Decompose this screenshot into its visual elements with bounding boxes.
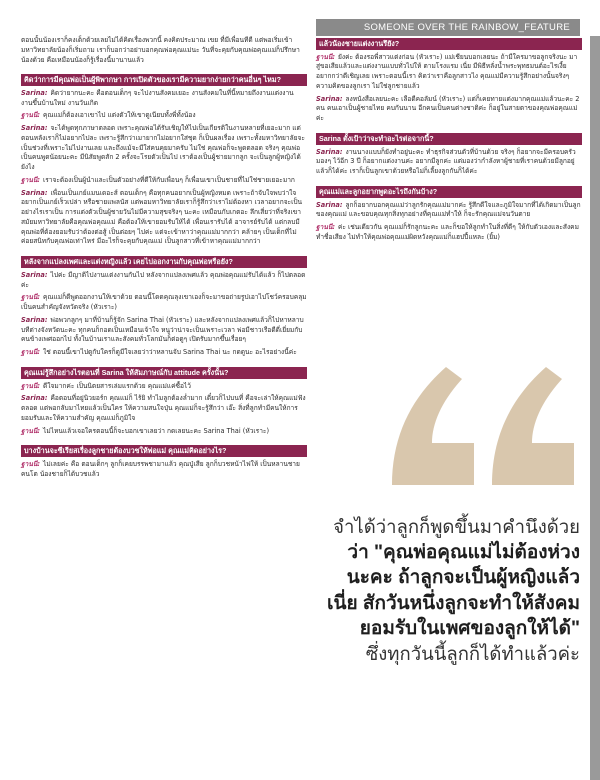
answer-text: ไม่ไหนแล้วเจอใครตอนนี้ก็จะบอกเขาเลยว่า กดเลยนะคะ Sarina Thai (หัวเราะ) [43,426,270,435]
speaker-label: Sarina: [21,315,48,324]
answer-paragraph [21,189,307,248]
answer-text: งานนางแบบก็ยังทำอยู่นะคะ ทำธุรกิจส่วนตัวที่บ้านด้วย จริงๆ ก็อยากจะมีครอบครัว มองๆ ไว้อีก 3 ปี ก็อยากแต่งงานค่ะ อยากมีลูกค่ะ แต่มองว่ากำลังหาผู้ชายที่เราคนด้วยมีลูกอยู่แล้วก็ได้ค่ะ เราก็เป็นลูกเขาด้วยหรือไม่ก็เลี้ยงลูกกันก็ได้ค่ะ [316,147,576,176]
answer-paragraph [21,124,307,173]
answer-text: คือตอนที่อยู่นิวยอร์ก คุณแม่ก็ ไร้ยิ ทำไมลูกต้องล่ำมาก เดี๋ยวก็ไปบนที่ คือจะเล่าให้คุณแม่ฟังตลอด แต่พอกลับมาไทยแล้วเป็นใคร ให้ความสนใจปุ่น คุณแม่ก็จะรู้สึกว่า เอ๊ะ สิ่งที่ลูกทำมีคนให้การยอมรับและให้ความสำคัญ คุณแม่ก็ภูมิใจ [21,394,306,422]
answer-paragraph [21,394,307,423]
answer-paragraph [21,271,307,291]
answer-text: พ่อพวกลูกๆ มาที่บ้านก็รู้จัก Sarina Thai (หัวเราะ) และหลังจากแปลงเพศแล้วก็ไปหาหลาบบทีต่างจังหวัดนะคะ ทุกคนก็กอดเป็นเหมือนเจ้าใจ หนูว่าน่าจะเป็นเพราะเวลา พ่อมีชาวเรือดีดี่เยี่ยมกับคนข้างเพศออกไป ทั้งในบ้านเราและสังคมทั่วโลกมันก็ต่อดูๆ เปิดรับมากขึ้นเรื่อยๆ [21,315,304,344]
answer-paragraph [316,148,582,177]
answer-paragraph [21,348,307,358]
speaker-label: Sarina: [316,94,343,103]
answer-paragraph [21,89,307,109]
speaker-label: Sarina: [316,147,343,156]
right-column [316,38,582,246]
speaker-label: ฐานนี: [21,381,40,390]
answer-text: คุณแม่ก็ต้องเอาเขาไป แต่งตัวให้เขาดูเนียบทั้งพี่ทั้งน้อง [43,111,196,120]
pull-quote-line: ยอมรับในเพศของลูกให้ได้" [359,618,580,640]
question-heading: หลังจากแปลงเพศและแต่งหญิงแล้ว เคยไปออกงานกับคุณพ่อหรือยัง? [21,256,307,268]
section-header-title: SOMEONE OVER THE RAINBOW_FEATURE [363,22,570,33]
speaker-label: ฐานนี: [21,175,40,184]
question-heading: คุณแม่และลูกอยากพูดอะไรถึงกันบ้าง? [316,186,582,198]
answer-paragraph [21,293,307,313]
answer-paragraph [316,201,582,221]
pull-quote-line: นะคะ ถ้าลูกจะเป็นผู้หญิงแล้ว [346,567,580,589]
section-header-bar [316,19,580,36]
speaker-label: ฐานนี: [21,293,40,302]
speaker-label: ฐานนี: [21,111,40,120]
answer-text: ใช่ ตอนนี้เขาไปดูกับใครก็ดูมีใจเลยว่าว่าหลานจับ Sarina Thai นะ กดดูนะ อะไรอย่างนี้ค่ะ [43,348,297,357]
left-column [21,36,307,483]
speaker-label: Sarina: [21,124,48,133]
pull-quote-line: ว่า "คุณพ่อคุณแม่ไม่ต้องห่วง [347,541,580,563]
answer-text: คิดว่ายากนะคะ คือตอนเด็กๆ จะไปงานสังคมเยอะ งานสังคมในที่นี้หมายถึงงานแต่งงาน งานขึ้นบ้านใหม่ งานวันเกิด [21,88,294,107]
speaker-label: Sarina: [21,88,48,97]
question-heading: คิดว่าการมีคุณพ่อเป็นผู้พิพากษา การเปิดตัวของเรามีความยากง่ายกว่าคนอื่นๆ ไหม? [21,74,307,86]
speaker-label: ฐานนี: [316,223,335,232]
question-heading: Sarina ตั้งเป้าว่าจะทำอะไรต่อจากนี้? [316,133,582,145]
question-heading: แล้วน้องชายแต่งงานรึยัง? [316,38,582,50]
answer-paragraph [21,382,307,392]
speaker-label: ฐานนี: [316,52,335,61]
speaker-label: Sarina: [21,394,48,403]
answer-text: ไปค่ะ มีญาติไปงานแต่งงานกันไป หลังจากแปลงเพศแล้ว คุณพ่อคุณแม่รับได้แล้ว ก็ไปตลอดค่ะ [21,270,306,289]
answer-text: เพื่อนเป็นเกย์แมนเดอะส์ ตอนเด็กๆ คือทุกคนอยากเป็นผู้หญิงหมด เพราะถ้าจับใจพบว่าใจอยากเป็นเกย์เร็วเปล่า หรือชายแพลนัส แต่พอมหาวิทยาลัยเราก็รู้สึกว่าเราไม่ต้องหา เวลาอยากจะเป็นอย่างไรเราเป็น การแต่งตัวเป็นผู้ชายวันไม่มีความสุขจริงๆ นะคะ เหมือนกับเกตอะ ลึกเสี่ยว่าที่จริงเขาสมัยมหาวิทยาลัยคือคุณพ่อคุณแม่ คือต้องให้เขายอมรับให้ได้ เพื่อนเรารับได้ อาจารย์รับได้ แต่กลบมีคุณพ่อที่ต้องยอมรับว่าต้องต่อสู้ เป็นต่อยๆ ไปค่ะ แต่จะเข้าหาว่าคุณแม่มากกว่า คล้ายๆ เป็นเด็กที่ไม่ค่อยสนิทกับคุณพ่อเท่าไหร่ มีอะไรก็จะคุยกับคุณแม่ เป็นลูกสาวที่เข้าหาคุณแม่มากกว่า [21,188,303,246]
answer-paragraph [316,53,582,92]
pull-quote-line: ซึ่งทุกวันนี้ลูกก็ได้ทำแล้วค่ะ [365,642,580,664]
speaker-label: Sarina: [316,200,343,209]
answer-paragraph [21,176,307,186]
question-heading: คุณแม่รู้สึกอย่างไรตอนที่ Sarina ให้สัมภาษณ์กับ attitude ครั้งนั้น? [21,367,307,379]
speaker-label: Sarina: [21,188,48,197]
answer-text: ลูกก็อยากบอกคุณแม่ว่าลูกรักคุณแม่มากค่ะ รู้สึกดีใจและภูมิใจมากที่ได้เกิดมาเป็นลูกของคุณแม่ และขอบคุณทุกสิ่งทุกอย่างที่คุณแม่ทำให้ ก็จะรักคุณแม่จนวันตาย [316,200,581,219]
pull-quote [300,515,580,666]
answer-paragraph [316,95,582,124]
speaker-label: ฐานนี: [21,426,40,435]
speaker-label: ฐานนี: [21,460,40,469]
answer-paragraph [21,427,307,437]
page-edge-bar [590,36,600,780]
answer-paragraph [21,460,307,480]
answer-text: ค่ะ เช่นเดียวกัน คุณแม่ก็รักลูกนะคะ และก็ขอให้ลูกทำในสิ่งที่ดีๆ ให้กับตัวเองและสังคม ทำชื่อเสียง ไม่ทำให้คุณพ่อคุณแม่ผิดหวังคุณแม่ก็แฮปปี้แหละ (ยิ้ม) [316,223,579,241]
answer-text: จะได้พูดทุกภาษาตลอด เพราะคุณพ่อได้รับเชิญให้ไปเป็นเกียรติในงานหลายที่เยอะมาก แต่ตอนหลังเราก็ไม่อยากไปละ เพราะรู้สึกว่าเมายากไม่อยากใส่ชุด ก็เป็นผลเรื่อง เพราะทั้งมหาวิทยาลัยจะเป็นช่วงที่เพราะไม่ไปงานเลย และถึงแม้จะมีใส่คนคุยมาครับ ไม่ใช่ คุณพ่อก็จะพูดตลอด จริงๆ คุณพ่อเป็นคนพูดน้อยนะคะ มีนิสัยพูดสัก 2 ครั้งจะโรยตัวเป็นไป เราต้องเป็นผู้ชายมากลูก จะเป็นลูกผู้หญิงได้ยังไง [21,124,305,172]
answer-text: คุณแม่ก็ดีพูดออกงานให้เขาด้วย ตอนนี้โดดคุณลุงเขาเองก็จะมาขอถ่ายรูปเอาไปโชว์ครอบคลุม เป็นคนสำคัญจังหวัดจริง (หัวเราะ) [21,293,307,312]
answer-text: เราจะต้องเป็นผู้นำและเป็นตัวอย่างที่ดีให้กับเพื่อนๆ ก็เพื่อนเขาเป็นชายที่ไม่ใช่ชายเยอะมาก [43,175,295,184]
pull-quote-line: เนี่ย สักวันหนึ่งลูกจะทำให้สังคม [326,592,580,614]
question-heading: บางบ้านจะซีเรียสเรื่องลูกชายต้องบวชให้พ่อแม่ คุณแม่คิดอย่างไร? [21,445,307,457]
intro-paragraph: ตอนนั้นน้องเราก็คงเด็กด้วยเลยไม่ได้คิดเรื่องพวกนี้ คงคิดประมาณ เขย ที่มีเพื่อนทีดี แต่พอเริ่มเข้ามหาวิทยาลัยน้องก็เริ่มถาม เราก็บอกว่าอย่าบอกคุณพ่อคุณแม่นะ วันที่จะคุยกับคุณพ่อคุณแม่ก็ปรึกษาน้องด้วย คือเหมือนน้องก็รู้เรื่องนี้มานานแล้ว [21,36,300,64]
answer-text: ไม่เลยค่ะ คือ ตอนเด็กๆ ลูกก็เคยบรรพชามาแล้ว คุณปู่เสีย ลูกก็บวชหน้าไฟให้ เป็นหลานชายคนโต น้องชายก็ได้บวชแล้ว [21,460,300,478]
answer-paragraph [21,316,307,345]
speaker-label: Sarina: [21,270,48,279]
speaker-label: ฐานนี: [21,348,40,357]
answer-text: ยังค่ะ ต้องรอพี่สาวแต่งก่อน (หัวเราะ) แม่เชียนบอกเลยนะ ถ้ามีใครมาขอลูกจริงนะ มาสู่ขอเสียแล้วและแต่งงานแบบทั่วไปให้ ตามโรงแรม เนี่ย มีพิธีหลั่งน้ำพระพุทธมนต์อะไรเงี้ย อยากกว่าตีเชิญเลย เพราะตอนนี้เรา คิดว่าเราคือลูกสาวไง คุณแม่มีความรู้สึกอย่างนั้นจริงๆ ความคิดของลูกเรา ไม่ใช่ลูกชายแล้ว [316,52,578,90]
answer-paragraph [21,111,307,121]
pull-quote-line: จำได้ว่าลูกก็พูดขึ้นมาคำนึงด้วย [333,516,580,537]
answer-text: ดีใจมากค่ะ เป็นนิตยสารเล่มแรกด้วย คุณแม่แค่ซื้อไว้ [43,381,191,390]
answer-paragraph [316,223,582,243]
answer-text: ลงหนังสือเลยนะคะ เลือดีคอลัมน์ (หัวเราะ) แต่ก็เคยทายแต่งมากคุณแม่แล้วนะคะ 2 คน คนเอาเป็นผู้ชายไทย คบกันนาน อีกคนเป็นคนต่างชาติค่ะ ก็อยู่ในสายตาของคุณพ่อคุณแม่ค่ะ [316,94,580,123]
quote-mark-icon [384,345,589,490]
